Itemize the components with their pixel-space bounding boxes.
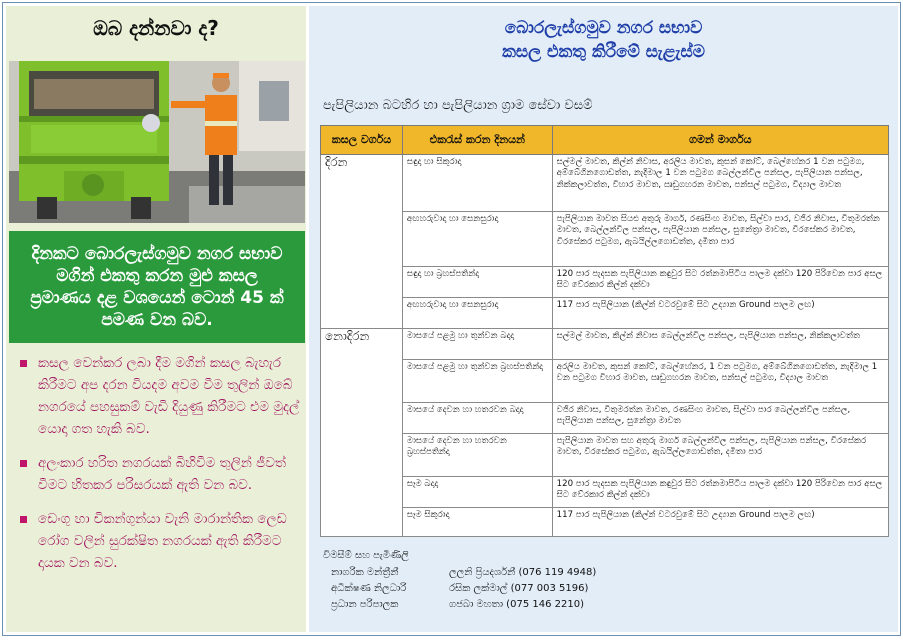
route-cell: වජිර නිවාස, විතුමරත්න මාවත, රණසිංහ මාවත, සිල්වා පාර බෙල්ලන්විල පන්සල, පැපිලියාන පන්සල, සුනේත්‍රා මාවත (552, 403, 888, 434)
left-panel (6, 6, 306, 632)
day-cell: මාසයේ පළමු හා තුන්වන බ්‍රහස්පතින්දා (402, 360, 552, 403)
benefit-item (20, 452, 302, 496)
day-cell: මාසයේ පළමු හා තුන්වන බදාදා (402, 329, 552, 360)
day-cell: සෑම සිකුරාදා (402, 508, 552, 537)
table-header-row (321, 126, 889, 155)
benefit-text: කසල වෙන්කර ලබා දීම මගින් කසල බැහැර කිරීමට අප දරන වියදම අවම වීම තුලින් ඔබේ නගරයේ පහසුකම් වැඩි දියුණු කිරීමට එම මුදල් යොදා ගත හැකි බව. (38, 355, 300, 437)
waste-type-cell: දිරන (321, 155, 403, 329)
waste-fact-box (9, 231, 305, 343)
day-cell: අඟහරුවාදා හා සෙනසුරාදා (402, 298, 552, 329)
column-header: කසල වර්ගය (321, 126, 403, 155)
council-title (309, 16, 898, 64)
day-cell: මාසයේ දෙවන හා හතරවන බ්‍රහස්පතින්දා (402, 434, 552, 477)
column-header: එකරැස් කරන දිනයන් (402, 126, 552, 155)
did-you-know-heading: ඔබ දන්නවා ද? (93, 16, 219, 40)
table-row (321, 212, 889, 267)
contact-role: ප්‍රධාන පරිපාලක (331, 598, 399, 610)
day-cell: සඳුදා හා සිකුරාදා (402, 155, 552, 212)
route-cell: 120 පාර පැදසක පැපිලියාන කඳුවුර සිට රත්නමාපිටිය පාලම දක්වා 120 පිරිවෙන පාර අසල සිට වේරකාර කිල්න් දක්වා (552, 477, 888, 508)
bullet-square-icon (20, 516, 27, 523)
contact-name: රසික ලක්මාල් (077 003 5196) (449, 582, 589, 594)
route-cell: 117 පාර පැපිලියාන (කිල්න් වටරවුමේ සිට උද්‍යාන Ground පාලම ලඟ) (552, 298, 888, 329)
table-row (321, 403, 889, 434)
day-cell: සෑම බදාදා (402, 477, 552, 508)
contact-row (323, 580, 596, 596)
contact-role: අධීක්ෂණ නිලධාරි (331, 582, 407, 594)
day-cell: මාසයේ දෙවන හා හතරවන බදාදා (402, 403, 552, 434)
bullet-square-icon (20, 360, 27, 367)
table-row (321, 329, 889, 360)
column-header: ගමන් මාර්ගය (552, 126, 888, 155)
benefit-item (20, 352, 302, 440)
table-row (321, 360, 889, 403)
benefit-list (20, 352, 302, 586)
table-row (321, 434, 889, 477)
benefit-item (20, 508, 302, 574)
route-cell: සල්මල් මාවත, කිල්න් නිවාස, අරලිය මාවත, කුසන් කෝට්, බෙල්හේනර 1 වන පටුමග, අම්බේගිනගොඩත්ත, නැදිමාල 1 වන පටුමග බෙල්ලන්විල පන්සල, පැපිලියාන පන්සල, නික්කලාවත්ත, විහාර මාවත, ඍඩුගහරන මාවත, පන්සල් පටුමග, විද්‍යාල මාවත (552, 155, 888, 212)
table-row (321, 508, 889, 537)
plan-title: කසල එකතු කිරීමේ සැළැස්ම (502, 42, 705, 62)
contact-row (323, 596, 596, 612)
route-cell: පැපිලියාන මාවත සහ අතුරු මාර්ග බෙල්ලන්විල පන්සල, පැපිලියාන පන්සල, වීරසේකර මාවත, වීරසේකර පටුමග, ඇබයිල්ලගොඩත්ත, දමිතා පාර (552, 434, 888, 477)
route-cell: 117 පාර පැපිලියාන (කිල්න් වටරවුමේ සිට උද්‍යාන Ground පාලම ලඟ) (552, 508, 888, 537)
collection-schedule-table (320, 125, 889, 537)
garbage-truck-photo (9, 61, 305, 223)
contacts-section (323, 550, 596, 612)
waste-type-cell: නොදිරන (321, 329, 403, 537)
table-row (321, 298, 889, 329)
route-cell: පැපිලියාන මාවත සියළු අතුරු මාර්ග, රණසිංහ මාවත, සිල්වා පාර, වජිර නිවාස, විතුමරත්න මාවත, බෙල්ලන්විල පන්සල, පැපිලියාන පන්සල, සුනේත්‍රා මාවත, වීරසේකර මාවත, වීරසේකර පටුමග, ඇබයිල්ලගොඩත්ත, දමිතා පාර (552, 212, 888, 267)
bullet-square-icon (20, 460, 27, 467)
table-row (321, 477, 889, 508)
benefit-text: අලංකාර හරිත නගරයක් බිහිවීම තුලින් ජීවත් වීමට හිතකර පරිසරයක් ඇති වන බව. (38, 455, 286, 493)
council-name: බොරලැස්ගමුව නගර සභාව (504, 18, 703, 38)
contact-row (323, 564, 596, 580)
route-cell: අරලිය මාවත, කුසන් කෝට්, බෙල්හේනර, 1 වන පටුමග, අම්බේගිනගොඩත්ත, නැදිමාල 1 වන පටුමග විහාර මාවත, ඍඩුගහරන මාවත, පන්සල් පටුමග, විද්‍යාල මාවත (552, 360, 888, 403)
right-panel (309, 6, 898, 632)
benefit-text: ඩෙංගු හා චිකන්ගුන්යා වැනි මාරාන්තික ලෙඩ රෝග වලින් සුරක්ෂිත නගරයක් ඇති කිරීමට දායක වන බව. (38, 511, 287, 571)
division-subtitle: පැපිලියාන බටහිර හා පැපිලියාන ග්‍රාම සේවා වසම් (323, 98, 593, 113)
route-cell: 120 පාර පැදසක පැපිලියාන කඳුවුර සිට රත්නමාපිටිය පාලම දක්වා 120 පිරිවෙන පාර අසල සිට වේරකාර කිල්න් දක්වා (552, 267, 888, 298)
day-cell: සඳුදා හා බ්‍රහස්පතින්දා (402, 267, 552, 298)
contact-name: ගජබා මහතා (075 146 2210) (449, 598, 584, 610)
contact-role: නාගරික මන්ත්‍රීනී (331, 566, 399, 578)
table-row (321, 267, 889, 298)
contacts-heading: විමසීම් සහ පැමිණිලි (323, 550, 409, 561)
table-row (321, 155, 889, 212)
route-cell: සල්මල් මාවත, කිල්න් නිවාස බෙල්ලන්විල පන්සල, පැපිලියාන පන්සල, නික්කලාවත්ත (552, 329, 888, 360)
poster (2, 2, 901, 636)
contact-name: ලලනි ප්‍රියදර්ශනී (076 119 4948) (449, 566, 597, 578)
waste-fact-text: දිනකට බොරලැස්ගමුව නගර සභාව මගින් එකතු කරන මුළු කසල ප්‍රමාණය දළ වශයෙන් ටොන් 45 ක් පමණ වන බව. (30, 244, 284, 330)
day-cell: අඟහරුවාදා හා සෙනසුරාදා (402, 212, 552, 267)
